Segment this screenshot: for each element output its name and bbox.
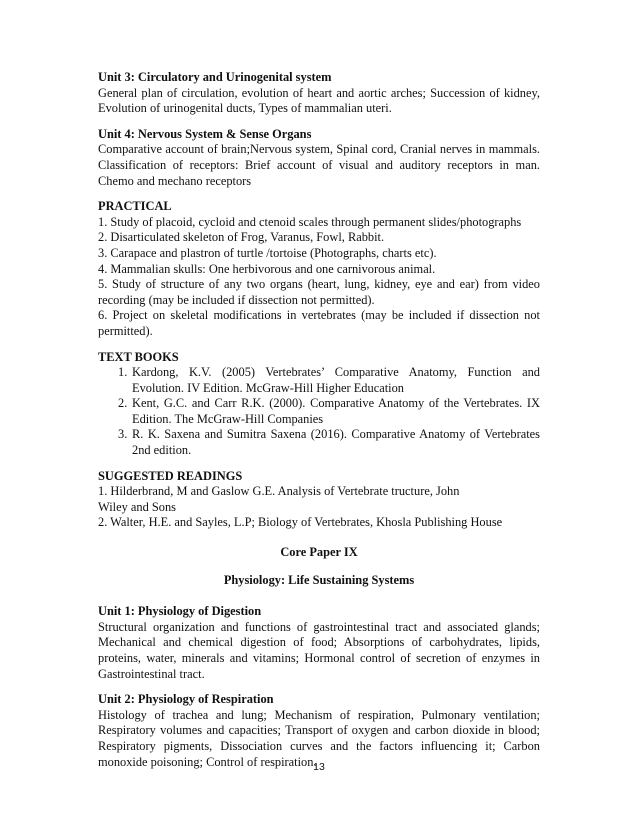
respiration-section — [98, 692, 540, 770]
suggested-readings-section — [98, 469, 540, 531]
unit3-body: General plan of circulation, evolution of heart and aortic arches; Succession of kidney, Evolution of urinogenital ducts, Types of mammalian uteri. — [98, 85, 540, 116]
list-item — [118, 365, 540, 396]
page-number: 13 — [313, 761, 325, 773]
list-text: Kardong, K.V. (2005) Vertebrates’ Comparative Anatomy, Function and Evolution. IV Edition. McGraw-Hill Higher Education — [132, 365, 540, 395]
practical-item: 3. Carapace and plastron of turtle /tortoise (Photographs, charts etc). — [98, 245, 437, 260]
text-books-section — [98, 350, 540, 459]
unit3-heading: Unit 3: Circulatory and Urinogenital system — [98, 70, 332, 84]
unit3-section — [98, 70, 540, 117]
digestion-section — [98, 604, 540, 682]
list-number: 1. — [118, 365, 128, 380]
text-books-heading: TEXT BOOKS — [98, 349, 179, 364]
document-page — [98, 70, 540, 780]
respiration-heading: Unit 2: Physiology of Respiration — [98, 692, 274, 707]
list-number: 2. — [118, 396, 128, 411]
core-paper-title: Core Paper IX — [280, 545, 358, 560]
practical-item: 1. Study of placoid, cycloid and ctenoid scales through permanent slides/photographs — [98, 214, 522, 229]
list-number: 3. — [118, 427, 128, 442]
unit4-heading: Unit 4: Nervous System & Sense Organs — [98, 126, 312, 141]
practical-item: 5. Study of structure of any two organs (heart, lung, kidney, eye and ear) from video recording (may be included if dissection not permitted). — [98, 277, 540, 307]
reading-item: 1. Hilderbrand, M and Gaslow G.E. Analysis of Vertebrate tructure, John — [98, 484, 460, 499]
respiration-body: Histology of trachea and lung; Mechanism of respiration, Pulmonary ventilation; Respiratory volumes and capacities; Transport of oxygen and carbon dioxide in blood; Respiratory pigments, Dissociation curves and the factors influencing it; Carbon monoxide poisoning; Control of respiration. — [98, 707, 540, 769]
list-item — [118, 396, 540, 427]
suggested-readings-heading: SUGGESTED READINGS — [98, 468, 243, 483]
practical-heading: PRACTICAL — [98, 199, 172, 214]
list-text: R. K. Saxena and Sumitra Saxena (2016). Comparative Anatomy of Vertebrates 2nd edition. — [132, 427, 540, 458]
unit4-body: Comparative account of brain;Nervous system, Spinal cord, Cranial nerves in mammals. Classification of receptors: Brief account of visual and auditory receptors in man. Chemo and mechano receptors — [98, 142, 540, 188]
list-item — [118, 427, 540, 458]
text-books-list — [98, 365, 540, 459]
reading-item: 2. Walter, H.E. and Sayles, L.P; Biology of Vertebrates, Khosla Publishing House — [98, 515, 503, 530]
practical-item: 2. Disarticulated skeleton of Frog, Varanus, Fowl, Rabbit. — [98, 230, 385, 245]
list-text: Kent, G.C. and Carr R.K. (2000). Comparative Anatomy of the Vertebrates. IX Edition. The McGraw-Hill Companies — [132, 396, 540, 426]
practical-section — [98, 199, 540, 339]
unit4-section — [98, 127, 540, 189]
reading-item: Wiley and Sons — [98, 499, 176, 514]
core-paper-subtitle: Physiology: Life Sustaining Systems — [223, 572, 415, 587]
digestion-body: Structural organization and functions of gastrointestinal tract and associated glands; Mechanical and chemical digestion of food; Absorptions of carbohydrates, lipids, proteins, water, minerals and vitamins; Hormonal control of secretion of enzymes in Gastrointestinal tract. — [98, 619, 540, 681]
practical-item: 6. Project on skeletal modifications in vertebrates (may be included if dissection not permitted). — [98, 308, 540, 338]
digestion-heading: Unit 1: Physiology of Digestion — [98, 604, 262, 619]
practical-item: 4. Mammalian skulls: One herbivorous and one carnivorous animal. — [98, 261, 436, 276]
